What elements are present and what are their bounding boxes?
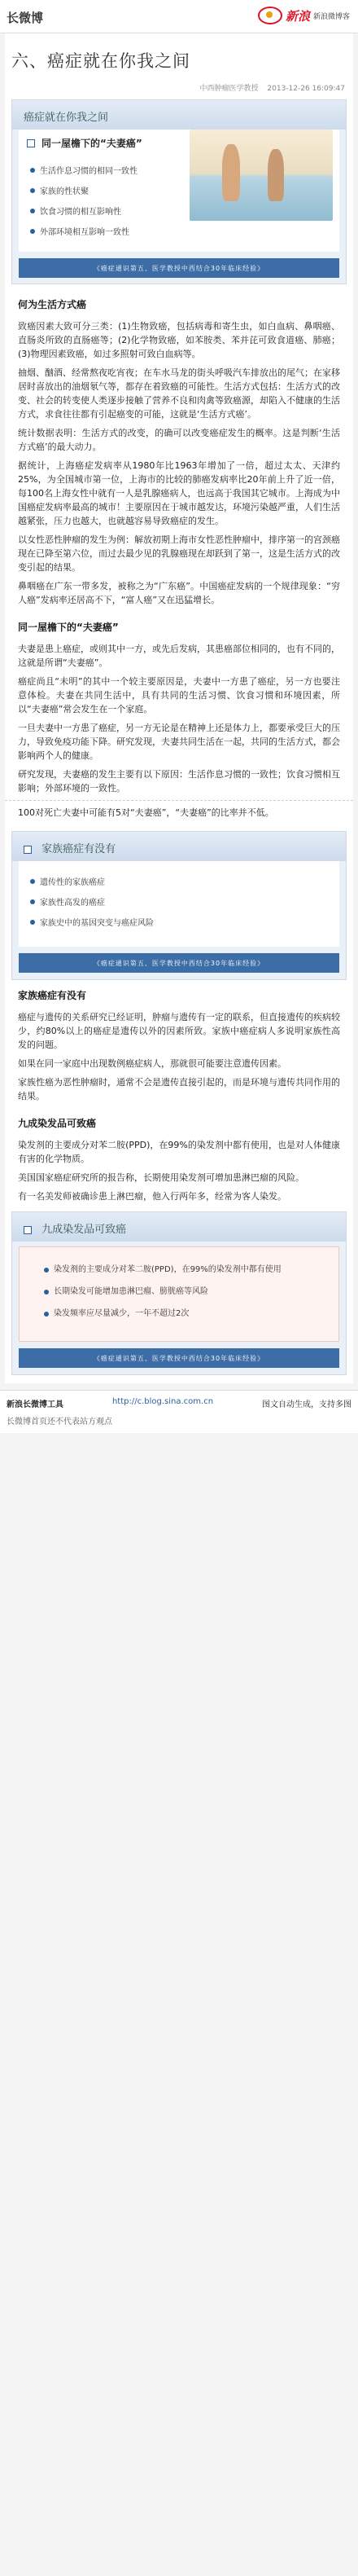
bullet-icon [30,879,35,884]
bullet-icon [30,168,35,173]
infographic-panel [11,99,347,284]
bullet-icon [30,920,35,925]
list-item: 长期染发可能增加患淋巴瘤、膀胱癌等风险 [44,1281,319,1303]
bullet-icon [44,1290,49,1295]
paragraph: 抽烟、酗酒、经常熬夜吃宵夜；在车水马龙的街头呼吸汽车排放出的尾气；在家移居时喜放出的油烟氡气等，都存在着致癌的可能性。生活方式包括：生活方式的改变、社会的转变使人类逐步接触了营养不良和肉禽等致癌源，却陷入不健康的生活方式，求食往往都有引起癌变的可能，这就是‘生活方式癌’。 [18,367,340,420]
bullet-icon [30,229,35,234]
footer-link[interactable]: http://c.blog.sina.com.cn [111,1397,214,1406]
paragraph: 100对死亡夫妻中可能有5对“夫妻癌”，“夫妻癌”的比率并不低。 [5,800,353,820]
bullet-icon [44,1312,49,1317]
list-item: 染发频率应尽量减少，一年不超过2次 [44,1303,319,1325]
list-item: 家族史中的基因突变与癌症风险 [30,912,333,932]
section-heading: 家族癌症有没有 [18,990,87,1001]
paragraph: 如果在同一家庭中出现数例癌症病人，那就很可能要注意遗传因素。 [18,1058,286,1069]
panel-content [19,130,339,252]
paragraph: 有一名美发师被确诊患上淋巴瘤，他入行两年多，经常为客人染发。 [18,1191,286,1202]
article-source: 中西肿瘤医学教授 [199,85,259,93]
paragraph: 癌症尚且“未明”的其中一个较主要原因是，夫妻中一方患了癌症，另一方也要注意体检。夫妻在共同生活中，具有共同的生活习惯、饮食习惯和环境因素，所以“夫妻癌”常会发生在一个家庭。 [18,676,340,714]
square-icon [24,846,32,854]
section-heading: 何为生活方式癌 [18,299,87,310]
banner: 《癌症通识第五、医学教授中西结合30年临床经验》 [19,953,339,973]
paragraph: 夫妻是患上癌症，或则其中一方，或先后发病，其患癌部位相同的，也有不同的，这就是所谓“夫妻癌”。 [18,644,340,668]
paragraph: 一旦夫妻中一方患了癌症，另一方无论是在精神上还是体力上，都要承受巨大的压力，导致免疫功能下降。研究发现，夫妻共同生活在一起，共同的生活方式，都会影响两个人的健康。 [18,723,340,761]
square-icon [27,139,35,147]
square-icon [24,1226,32,1234]
list-item: 染发剂的主要成分对苯二胺(PPD)，在99%的染发剂中都有使用 [44,1259,319,1281]
footer-tool: 新浪长微博工具 [7,1400,63,1409]
person-figure [268,149,284,201]
infographic-panel [11,1211,347,1375]
panel-heading: 九成染发品可致癌 [12,1212,346,1242]
list-item: 外部环境相互影响一致性 [30,221,333,241]
list-item: 家族的性状聚 [30,180,333,200]
paragraph: 癌症与遗传的关系研究已经证明，肿瘤与遗传有一定的联系，但直接遗传的疾病较少，约80%以上的癌症是遗传以外的因素所致。家族中癌症病人多说明家族性高发的问题。 [18,1012,340,1050]
top-bar [0,0,358,33]
list-item: 生活作息习惯的相同一致性 [30,160,333,180]
bullet-icon [44,1268,49,1273]
app-name: 长微博 [7,11,44,25]
sina-logo[interactable] [258,7,350,24]
paragraph: 染发剂的主要成分对苯二胺(PPD)，在99%的染发剂中都有使用，也是对人体健康有害的化学物质。 [18,1140,340,1164]
paragraph: 鼻咽癌在广东一带多发，被称之为“广东癌”。中国癌症发病的一个规律现象：“穷人癌”发病率还居高不下，“富人癌”又在迅猛增长。 [18,581,340,605]
bullet-list [19,868,339,940]
banner: 《癌症通识第五、医学教授中西结合30年临床经验》 [19,258,339,278]
paragraph: 统计数据表明：生活方式的改变，的确可以改变癌症发生的概率。这是判断‘生活方式癌’的最大动力。 [18,428,340,452]
list-item: 饮食习惯的相互影响性 [30,200,333,221]
paragraph: 美国国家癌症研究所的报告称，长期使用染发剂可增加患淋巴瘤的风险。 [18,1172,304,1183]
paragraph: 据统计，上海癌症发病率从1980年比1963年增加了一倍，超过太太、天津约25%，为全国城市第一位，上海市的比较的肺癌发病率比20年前上升了近一倍，每100名上海女性中就有一人是乳腺癌病人，也远高于我国其它城市。上海成为中国癌症发病率最高的城市！主要原因在于城市越发达，环境污染越严重，人们生活越紧张，压力也越大，也就越容易导致癌症的发生。 [18,460,340,526]
logo-sub: 新浪微博客 [312,12,350,21]
article-title: 六、癌症就在你我之间 [11,51,190,71]
list-item: 遗传性的家族癌症 [30,871,333,891]
panel-heading: 家族癌症有没有 [12,832,346,861]
logo-text: 新浪 [285,8,310,24]
banner: 《癌症通识第五、医学教授中西结合30年临床经验》 [19,1348,339,1368]
article-date: 2013-12-26 16:09:47 [267,85,345,93]
bullet-list [33,1255,325,1333]
tip-box [19,1246,339,1342]
footer-right: 图文自动生成，支持多图 [262,1400,351,1409]
footer [0,1390,358,1433]
paragraph: 研究发现，夫妻癌的发生主要有以下原因：生活作息习惯的一致性；饮食习惯相互影响；外部环境的一致性。 [18,769,340,793]
footer-sub: 长微博首页还不代表站方观点 [7,1418,112,1426]
paragraph: 家族性癌为恶性肿瘤时，通常不会是遗传直接引起的，而是环境与遗传共同作用的结果。 [18,1077,340,1101]
bullet-icon [30,899,35,904]
bullet-icon [30,209,35,213]
bullet-icon [30,188,35,193]
section-heading: 同一屋檐下的“夫妻癌” [18,622,119,633]
article-card [5,33,353,1383]
person-figure [222,144,240,201]
article-meta [5,77,353,99]
paragraph: 致癌因素大致可分三类：(1)生物致癌，包括病毒和寄生虫，如白血病、鼻咽癌、直肠炎所致的直肠癌等；(2)化学物致癌，如苯胺类、苯并芘可致食道癌、肺癌；(3)物理因素致癌，如过多照射可致白血病等。 [18,321,340,359]
panel-tag: 同一屋檐下的“夫妻癌” [19,130,339,156]
infographic-panel [11,831,347,980]
beach-photo [190,130,333,221]
paragraph: 以女性恶性肿瘤的发生为例：解放初期上海市女性恶性肿瘤中，排序第一的宫颈癌现在已降至第六位，而过去最少见的乳腺癌现在却跃到了第一，这是生活方式的改变引起的结果。 [18,534,340,573]
sina-eye-icon [258,7,282,24]
panel-content [19,861,339,947]
section-heading: 九成染发品可致癌 [18,1118,97,1129]
footer-row [7,1397,351,1409]
panel-heading: 癌症就在你我之间 [12,100,346,130]
list-item: 家族性高发的癌症 [30,891,333,912]
